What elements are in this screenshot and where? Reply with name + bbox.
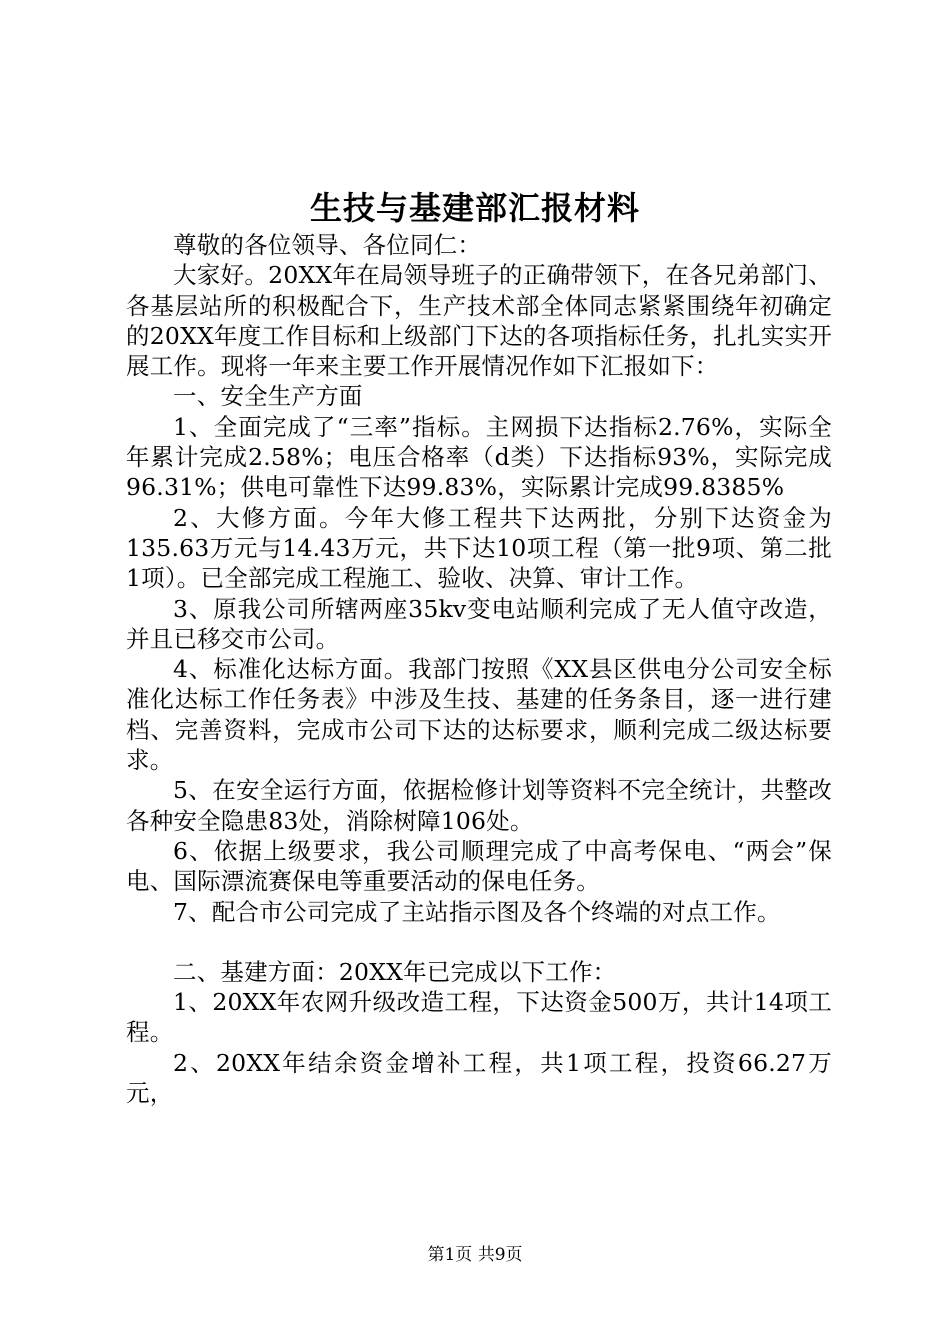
section-heading-construction: 二、基建方面：20XX年已完成以下工作： — [173, 957, 617, 986]
construction-item-2: 2、20XX年结余资金增补工程，共1项工程，投资66.27万元， — [126, 1048, 832, 1108]
intro-paragraph: 大家好。20XX年在局领导班子的正确带领下，在各兄弟部门、各基层站所的积极配合下，生产技术部全体同志紧紧围绕年初确定的20XX年度工作目标和上级部门下达的各项指标任务，扎扎实实开展工作。现将一年来主要工作开展情况作如下汇报如下： — [126, 261, 832, 381]
salutation: 尊敬的各位领导、各位同仁： — [173, 231, 482, 259]
construction-item-1: 1、20XX年农网升级改造工程，下达资金500万，共计14项工程。 — [126, 988, 832, 1047]
document-title: 生技与基建部汇报材料 — [309, 189, 640, 227]
safety-item-7: 7、配合市公司完成了主站指示图及各个终端的对点工作。 — [173, 897, 781, 926]
safety-item-1: 1、全面完成了“三率”指标。主网损下达指标2.76%，实际全年累计完成2.58%；电压合格率（d类）下达指标93%，实际完成96.31%；供电可靠性下达99.83%，实际累计完成99.8385% — [126, 412, 832, 502]
safety-item-2: 2、大修方面。今年大修工程共下达两批，分别下达资金为135.63万元与14.43万元，共下达10项工程（第一批9项、第二批1项）。已全部完成工程施工、验收、决算、审计工作。 — [126, 503, 832, 593]
safety-item-6: 6、依据上级要求，我公司顺理完成了中高考保电、“两会”保电、国际漂流赛保电等重要活动的保电任务。 — [126, 836, 832, 896]
safety-item-3: 3、原我公司所辖两座35kv变电站顺利完成了无人值守改造，并且已移交市公司。 — [126, 594, 832, 653]
safety-item-4: 4、标准化达标方面。我部门按照《XX县区供电分公司安全标准化达标工作任务表》中涉及生技、基建的任务条目，逐一进行建档、完善资料，完成市公司下达的达标要求，顺利完成二级达标要求。 — [126, 655, 832, 775]
document-body — [126, 230, 832, 1108]
safety-item-5: 5、在安全运行方面，依据检修计划等资料不完全统计，共整改各种安全隐患83处，消除树障106处。 — [126, 776, 832, 835]
section-heading-safety: 一、安全生产方面 — [173, 382, 363, 411]
page-footer: 第1页 共9页 — [427, 1245, 523, 1265]
